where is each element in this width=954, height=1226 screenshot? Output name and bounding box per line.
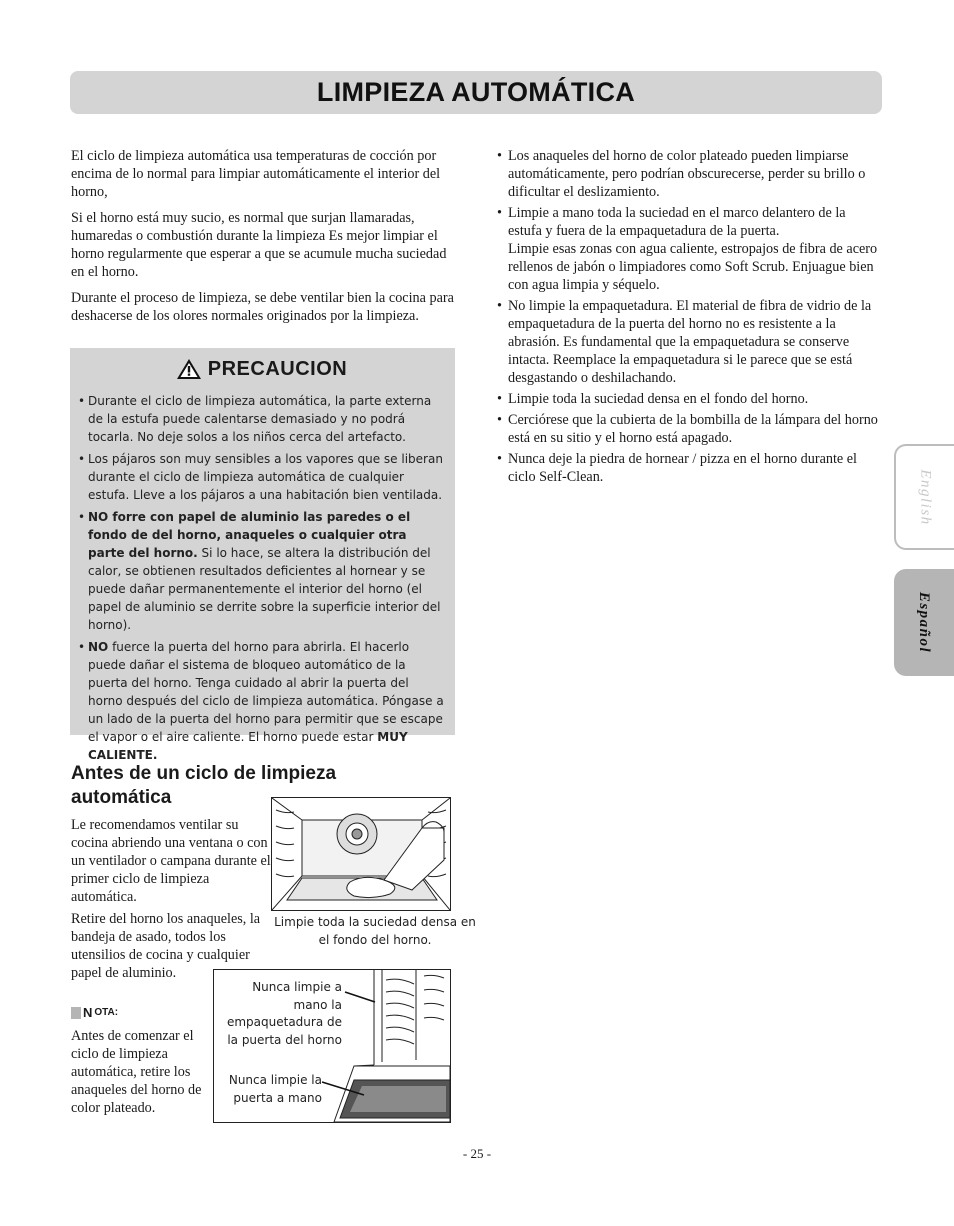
caution-title: PRECAUCION [207, 357, 348, 380]
oven-interior-icon [272, 798, 450, 910]
tab-espanol-label: Español [916, 591, 933, 654]
note-text: Antes de comenzar el ciclo de limpieza automática, retire los anaqueles del horno de color plateado. [71, 1028, 202, 1116]
tip-item: • Nunca deje la piedra de hornear / pizza en el horno durante el ciclo Self-Clean. [497, 450, 882, 486]
caution-list [78, 392, 445, 764]
page-title: LIMPIEZA AUTOMÁTICA [316, 77, 636, 107]
tab-espanol[interactable] [894, 569, 954, 676]
note-label [71, 1005, 118, 1020]
tip-item [497, 204, 882, 294]
right-column [497, 147, 882, 489]
caution-item: • Durante el ciclo de limpieza automática, la parte externa de la estufa puede calentarse demasiado y no podrá tocarla. No deje solos a los niños cerca del artefacto. [78, 392, 445, 446]
intro-paragraph: Si el horno está muy sucio, es normal que surjan llamaradas, humaredas o combustión durante la limpieza Es mejor limpiar el horno regularmente que esperar a que se acumule mucha suciedad en el horno. [71, 210, 447, 280]
note-icon [71, 1007, 81, 1019]
tip-item: • Limpie toda la suciedad densa en el fondo del horno. [497, 390, 882, 408]
section-paragraph: Le recomendamos ventilar su cocina abriendo una ventana o con un ventilador o campana durante el primer ciclo de limpieza automática. [71, 817, 271, 905]
section-paragraph: Retire del horno los anaqueles, la bandeja de asado, todos los utensilios de cocina y cualquier papel de aluminio. [71, 911, 261, 981]
caution-bold-text: NO [88, 640, 109, 654]
section-heading: Antes de un ciclo de limpieza automática [71, 763, 337, 808]
caution-item [78, 638, 445, 764]
note-label-text: OTA: [94, 1007, 119, 1018]
tab-english[interactable] [894, 444, 954, 550]
figure-label: Nunca limpie a mano la empaquetadura de la puerta del horno [226, 980, 342, 1047]
tip-text: Limpie esas zonas con agua caliente, estropajos de fibra de acero rellenos de jabón o limpiadores como Soft Scrub. Enjuague bien con agua limpia y séquelo. [508, 241, 878, 293]
tip-item: • Los anaqueles del horno de color plateado pueden limpiarse automáticamente, pero podrían obscurecerse, perder su brillo o dificultar el deslizamiento. [497, 147, 882, 201]
tip-text: Limpie a mano toda la suciedad en el marco delantero de la estufa y fuera de la empaquetadura de la puerta. [508, 205, 846, 239]
figure-caption: Limpie toda la suciedad densa en el fondo del horno. [274, 915, 476, 947]
page-number: - 25 - [462, 1146, 492, 1161]
figure-label: Nunca limpie la puerta a mano [228, 1073, 322, 1105]
caution-heading [78, 356, 445, 382]
tip-item: • No limpie la empaquetadura. El material de fibra de vidrio de la empaquetadura de la puerta del horno no es resistente a la abrasión. Es fundamental que la empaquetadura se conserve intacta. Reemplace la empaquetadura si le parece que se está desgastando o deshilachando. [497, 297, 882, 387]
caution-item: • Los pájaros son muy sensibles a los vapores que se liberan durante el ciclo de limpieza automática de cualquier estufa. Lleve a los pájaros a una habitación bien ventilada. [78, 450, 445, 504]
caution-text: fuerce la puerta del horno para abrirla. El hacerlo puede dañar el sistema de bloqueo automático de la puerta del horno. Tenga cuidado al abrir la puerta del horno después del ciclo de limpieza automática. Póngase a un lado de la puerta del horno para permitir que se escape el vapor o el aire caliente. El horno puede estar [88, 640, 444, 744]
caution-item [78, 508, 445, 634]
caution-box [70, 348, 455, 762]
intro-section [71, 147, 459, 333]
caution-bold-text: NO forre con papel de aluminio las paredes o el fondo de del horno, anaqueles o cualquier otra parte del horno. [88, 510, 411, 560]
oven-floor-illustration [271, 797, 451, 911]
title-bar [70, 71, 882, 114]
caution-bold-text: MUY CALIENTE. [88, 730, 408, 762]
warning-triangle-icon [176, 358, 202, 380]
note-initial: N [83, 1005, 93, 1020]
tip-item: • Cerciórese que la cubierta de la bombilla de la lámpara del horno está en su sitio y el horno está apagado. [497, 411, 882, 447]
intro-paragraph: Durante el proceso de limpieza, se debe ventilar bien la cocina para deshacerse de los olores normales originados por la limpieza. [71, 290, 454, 324]
tab-english-label: English [917, 468, 934, 526]
intro-paragraph: El ciclo de limpieza automática usa temperaturas de cocción por encima de lo normal para limpiar automáticamente el interior del horno, [71, 148, 441, 200]
caution-text: Si lo hace, se altera la distribución del calor, se obtienen resultados deficientes al hornear y se puede dañar permanentemente el interior del horno (el papel de aluminio se derrite sobre la superficie interior del horno). [88, 546, 441, 632]
cleaning-tips-list [497, 147, 882, 486]
